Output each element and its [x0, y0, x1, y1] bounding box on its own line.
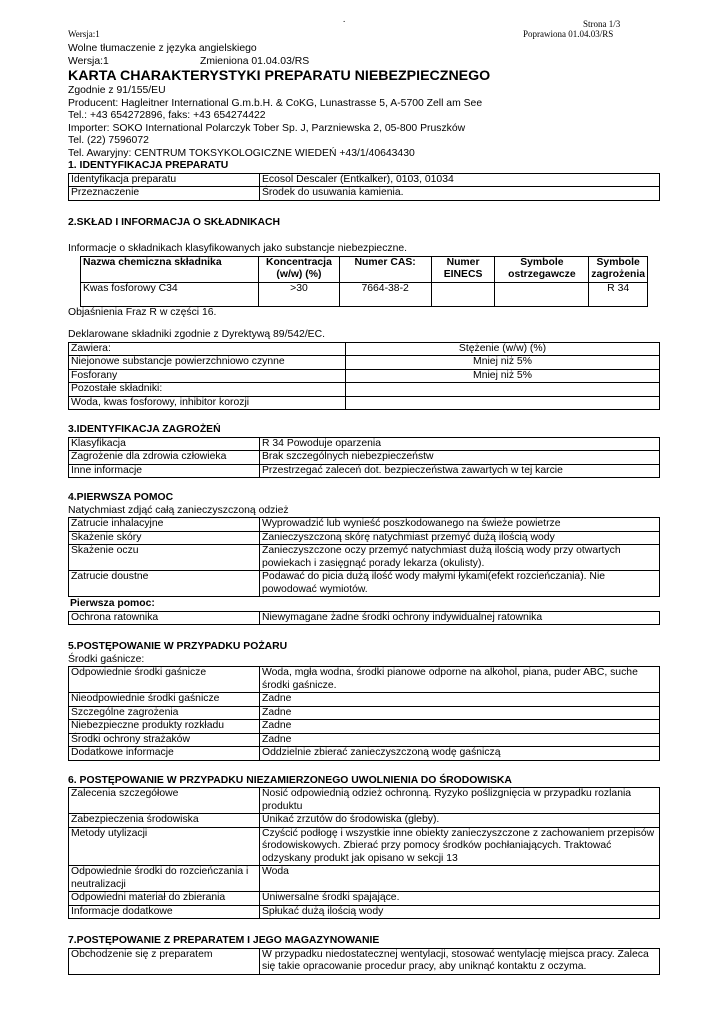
table-cell: Stężenie (w/w) (%)	[346, 342, 660, 356]
section-3-table	[68, 437, 660, 479]
rescuer-table	[68, 611, 660, 626]
producer-line: Producent: Hagleitner International G.m.b.H. & CoKG, Lunastrasse 5, A-5700 Zell am See	[68, 97, 483, 109]
table-cell: Przestrzegać zaleceń dot. bezpieczeństwa zawartych w tej karcie	[260, 464, 660, 478]
version-label: Wersja:1	[68, 55, 109, 67]
table-cell: Skażenie oczu	[69, 545, 260, 571]
table-row	[69, 531, 660, 545]
table-row	[69, 451, 660, 465]
intro-line: Zgodnie z 91/155/EU	[68, 85, 166, 96]
section-1-table	[68, 173, 660, 201]
table-cell: Dodatkowe informacje	[69, 747, 260, 761]
table-cell	[495, 282, 589, 306]
table-header-cell: Nazwa chemiczna składnika	[81, 256, 259, 282]
declared-note: Deklarowane składniki zgodnie z Dyrektywą 89/542/EC.	[68, 329, 326, 340]
table-row	[69, 693, 660, 707]
table-cell: Kwas fosforowy C34	[81, 282, 259, 306]
table-cell: Zanieczyszczoną skórę natychmiast przemyć dużą ilością wody	[260, 531, 660, 545]
version-line	[68, 56, 660, 69]
first-aid-note: Natychmiast zdjąć całą zanieczyszczoną odzież	[68, 504, 289, 516]
table-row	[69, 571, 660, 597]
table-cell: Ecosol Descaler (Entkalker), 0103, 01034	[260, 173, 660, 187]
table-cell: Zanieczyszczone oczy przemyć natychmiast dużą ilością wody przy otwartych powiekach i zasięgnąć porady lekarza (okulisty).	[260, 545, 660, 571]
importer-line: Importer: SOKO International Polarczyk Tober Sp. J, Parzniewska 2, 05-800 Pruszków	[68, 122, 466, 134]
producer-phone-line: Tel.: +43 654272896, faks: +43 654274422	[68, 110, 266, 121]
table-header-cell: Numer EINECS	[431, 256, 495, 282]
table-cell: Niejonowe substancje powierzchniowo czynne	[69, 356, 346, 370]
table-row	[69, 905, 660, 919]
table-row	[69, 369, 660, 383]
header-version: Wersja:1	[68, 29, 100, 39]
table-cell: Środki ochrony strażaków	[69, 733, 260, 747]
table-cell: Wyprowadzić lub wynieść poszkodowanego na świeże powietrze	[260, 518, 660, 532]
table-cell: Niebezpieczne produkty rozkładu	[69, 720, 260, 734]
table-row	[69, 892, 660, 906]
section-1-title: 1. IDENTYFIKACJA PREPARATU	[68, 160, 229, 171]
table-row	[69, 720, 660, 734]
translation-note: Wolne tłumaczenie z języka angielskiego	[68, 43, 257, 54]
emergency-phone-line: Tel. Awaryjny: CENTRUM TOKSYKOLOGICZNE WIEDEŃ +43/1/40643430	[68, 147, 415, 159]
contents-table	[68, 342, 660, 411]
table-cell: Fosforany	[69, 369, 346, 383]
table-cell: Nieodpowiednie środki gaśnicze	[69, 693, 260, 707]
r-phrases-note: Objaśnienia Fraz R w części 16.	[68, 306, 217, 318]
table-cell: Informacje dodatkowe	[69, 905, 260, 919]
table-row	[69, 464, 660, 478]
changed-label: Zmieniona 01.04.03/RS	[200, 55, 310, 67]
ingredients-table	[80, 256, 648, 307]
table-cell: Pozostałe składniki:	[69, 383, 346, 397]
ingredients-note: Informacje o składnikach klasyfikowanych jako substancje niebezpieczne.	[68, 243, 408, 254]
table-cell: Uniwersalne środki spajające.	[260, 892, 660, 906]
table-cell: Metody utylizacji	[69, 827, 260, 866]
table-cell: Ochrona ratownika	[69, 611, 260, 625]
table-row	[69, 173, 660, 187]
table-header-cell: Koncentracja (w/w) (%)	[259, 256, 339, 282]
table-cell: Mniej niż 5%	[346, 369, 660, 383]
table-row	[69, 667, 660, 693]
table-cell: Żadne	[260, 733, 660, 747]
table-cell: Obchodzenie się z preparatem	[69, 948, 260, 974]
section-6-title: 6. POSTĘPOWANIE W PRZYPADKU NIEZAMIERZONEGO UWOLNIENIA DO ŚRODOWISKA	[68, 774, 512, 786]
section-4-table	[68, 517, 660, 597]
table-cell: Skażenie skóry	[69, 531, 260, 545]
table-cell: Klasyfikacja	[69, 437, 260, 451]
header-dot: .	[343, 14, 346, 24]
table-row	[69, 611, 660, 625]
extinguishing-note: Środki gaśnicze:	[68, 653, 145, 665]
table-row	[69, 948, 660, 974]
table-cell: Inne informacje	[69, 464, 260, 478]
table-cell: >30	[259, 282, 339, 306]
table-cell: Mniej niż 5%	[346, 356, 660, 370]
table-cell: Szczególne zagrożenia	[69, 706, 260, 720]
table-cell: R 34	[589, 282, 648, 306]
table-row	[69, 356, 660, 370]
table-row	[69, 383, 660, 397]
table-row	[69, 187, 660, 201]
section-4-title: 4.PIERWSZA POMOC	[68, 492, 174, 503]
table-cell: Czyścić podłogę i wszystkie inne obiekty zanieczyszczone z zachowaniem przepisów środowiskowych. Zbierać przy pomocy środków pochłaniających. Traktować odzyskany produkt jak opisano w sekcji 13	[260, 827, 660, 866]
page-number: Strona 1/3	[583, 19, 621, 29]
table-cell: Podawać do picia dużą ilość wody małymi łykami(efekt rozcieńczania). Nie powodować wymiotów.	[260, 571, 660, 597]
table-row	[81, 282, 648, 306]
table-cell: Odpowiednie środki gaśnicze	[69, 667, 260, 693]
document-title: KARTA CHARAKTERYSTYKI PREPARATU NIEBEZPIECZNEGO	[68, 68, 491, 84]
table-cell: Odpowiednie środki do rozcieńczania i neutralizacji	[69, 866, 260, 892]
table-cell: Brak szczególnych niebezpieczeństw	[260, 451, 660, 465]
table-cell: Środek do usuwania kamienia.	[260, 187, 660, 201]
table-cell: Odpowiedni materiał do zbierania	[69, 892, 260, 906]
table-row	[69, 788, 660, 814]
section-5-table	[68, 666, 660, 761]
table-cell: Oddzielnie zbierać zanieczyszczoną wodę gaśniczą	[260, 747, 660, 761]
table-cell: Żadne	[260, 720, 660, 734]
section-7-table	[68, 948, 660, 975]
table-header-cell: Numer CAS:	[339, 256, 431, 282]
table-row	[69, 747, 660, 761]
table-row	[69, 706, 660, 720]
table-row	[69, 396, 660, 410]
table-row	[69, 866, 660, 892]
table-row	[69, 545, 660, 571]
first-aid-label: Pierwsza pomoc:	[70, 598, 155, 609]
table-header-row	[81, 256, 648, 282]
table-header-cell: Symbole ostrzegawcze	[495, 256, 589, 282]
table-cell: Woda, kwas fosforowy, inhibitor korozji	[69, 396, 346, 410]
section-3-title: 3.IDENTYFIKACJA ZAGROŻEŃ	[68, 424, 221, 435]
table-cell: 7664-38-2	[339, 282, 431, 306]
table-row	[69, 342, 660, 356]
table-cell: Zalecenia szczegółowe	[69, 788, 260, 814]
section-7-title: 7.POSTĘPOWANIE Z PREPARATEM I JEGO MAGAZYNOWANIE	[68, 935, 380, 946]
table-cell: Zabezpieczenia środowiska	[69, 814, 260, 828]
table-row	[69, 827, 660, 866]
table-cell	[346, 396, 660, 410]
table-row	[69, 733, 660, 747]
table-cell	[346, 383, 660, 397]
document-content	[68, 43, 660, 975]
table-cell: W przypadku niedostatecznej wentylacji, stosować wentylację miejsca pracy. Zaleca się takie opracowanie procedur pracy, aby uniknąć kontaktu z oczyma.	[260, 948, 660, 974]
table-cell: Niewymagane żadne środki ochrony indywidualnej ratownika	[260, 611, 660, 625]
table-cell: Woda	[260, 866, 660, 892]
table-cell: Zawiera:	[69, 342, 346, 356]
importer-phone-line: Tel. (22) 7596072	[68, 135, 149, 146]
table-row	[69, 518, 660, 532]
header-revised: Poprawiona 01.04.03/RS	[523, 29, 614, 39]
table-header-cell: Symbole zagrożenia	[589, 256, 648, 282]
table-cell: Zatrucie inhalacyjne	[69, 518, 260, 532]
table-cell: Unikać zrzutów do środowiska (gleby).	[260, 814, 660, 828]
table-cell: Żadne	[260, 706, 660, 720]
table-cell: Przeznaczenie	[69, 187, 260, 201]
table-cell: Żadne	[260, 693, 660, 707]
table-cell: Zatrucie doustne	[69, 571, 260, 597]
table-cell: Woda, mgła wodna, środki pianowe odporne na alkohol, piana, puder ABC, suche środki gaśnicze.	[260, 667, 660, 693]
table-cell: Spłukać dużą ilością wody	[260, 905, 660, 919]
table-row	[69, 437, 660, 451]
table-cell	[431, 282, 495, 306]
table-cell: Identyfikacja preparatu	[69, 173, 260, 187]
section-2-title: 2.SKŁAD I INFORMACJA O SKŁADNIKACH	[68, 216, 281, 228]
table-cell: R 34 Powoduje oparzenia	[260, 437, 660, 451]
table-cell: Nosić odpowiednią odzież ochronną. Ryzyko poślizgnięcia w przypadku rozlania produktu	[260, 788, 660, 814]
table-row	[69, 814, 660, 828]
section-5-title: 5.POSTĘPOWANIE W PRZYPADKU POŻARU	[68, 641, 288, 652]
table-cell: Zagrożenie dla zdrowia człowieka	[69, 451, 260, 465]
section-6-table	[68, 787, 660, 919]
